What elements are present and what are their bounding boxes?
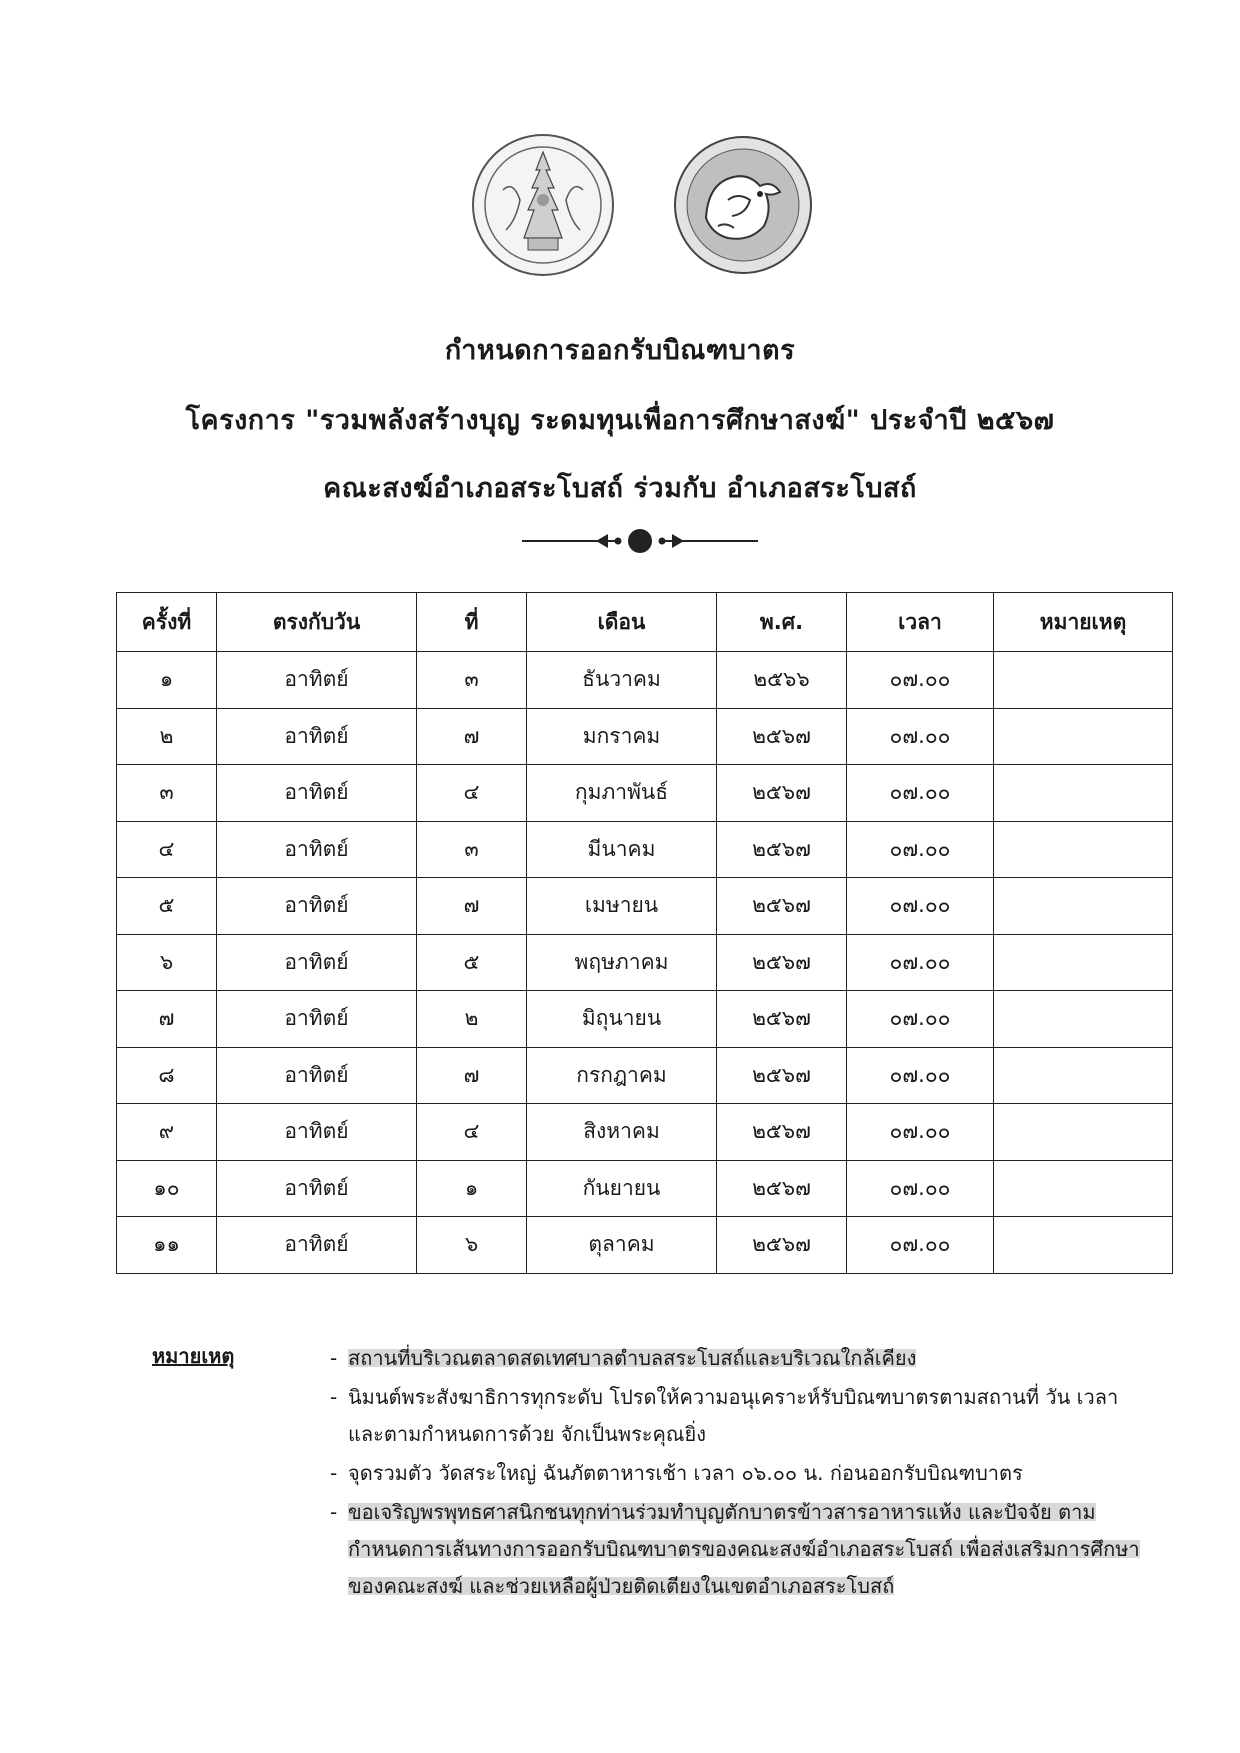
cell-year: ๒๕๖๗ [717, 1104, 847, 1161]
cell-month: มิถุนายน [527, 991, 717, 1048]
cell-round: ๗ [117, 991, 217, 1048]
cell-round: ๒ [117, 708, 217, 765]
cell-round: ๘ [117, 1047, 217, 1104]
cell-year: ๒๕๖๗ [717, 708, 847, 765]
district-seal-icon [668, 130, 818, 280]
table-row [117, 1217, 1173, 1274]
header-round: ครั้งที่ [117, 593, 217, 652]
seals [0, 130, 1240, 290]
cell-year: ๒๕๖๗ [717, 821, 847, 878]
cell-time: ๐๗.๐๐ [847, 652, 994, 709]
cell-weekday: อาทิตย์ [217, 821, 417, 878]
cell-day: ๔ [417, 765, 527, 822]
cell-remarks [994, 1160, 1173, 1217]
cell-round: ๔ [117, 821, 217, 878]
monastic-seal-icon [468, 130, 618, 280]
cell-day: ๓ [417, 652, 527, 709]
notes-label: หมายเหตุ [152, 1344, 235, 1368]
cell-year: ๒๕๖๖ [717, 652, 847, 709]
cell-month: มีนาคม [527, 821, 717, 878]
header-day: ที่ [417, 593, 527, 652]
cell-month: กันยายน [527, 1160, 717, 1217]
cell-month: กรกฎาคม [527, 1047, 717, 1104]
cell-day: ๕ [417, 934, 527, 991]
cell-round: ๑๐ [117, 1160, 217, 1217]
header-time: เวลา [847, 593, 994, 652]
cell-remarks [994, 934, 1173, 991]
cell-remarks [994, 708, 1173, 765]
cell-year: ๒๕๖๗ [717, 991, 847, 1048]
table-row [117, 708, 1173, 765]
table-row [117, 934, 1173, 991]
cell-year: ๒๕๖๗ [717, 1047, 847, 1104]
cell-day: ๖ [417, 1217, 527, 1274]
cell-weekday: อาทิตย์ [217, 934, 417, 991]
cell-day: ๗ [417, 878, 527, 935]
cell-remarks [994, 1217, 1173, 1274]
cell-weekday: อาทิตย์ [217, 878, 417, 935]
cell-month: สิงหาคม [527, 1104, 717, 1161]
cell-weekday: อาทิตย์ [217, 708, 417, 765]
cell-year: ๒๕๖๗ [717, 878, 847, 935]
header-remarks: หมายเหตุ [994, 593, 1173, 652]
list-item: - นิมนต์พระสังฆาธิการทุกระดับ โปรดให้ความอนุเคราะห์รับบิณฑบาตรตามสถานที่ วัน เวลา และตามกำหนดการด้วย จักเป็นพระคุณยิ่ง [330, 1385, 1119, 1446]
table-row [117, 991, 1173, 1048]
cell-remarks [994, 821, 1173, 878]
cell-time: ๐๗.๐๐ [847, 934, 994, 991]
cell-remarks [994, 1104, 1173, 1161]
cell-month: ธันวาคม [527, 652, 717, 709]
header-year: พ.ศ. [717, 593, 847, 652]
cell-year: ๒๕๖๗ [717, 765, 847, 822]
list-item: - ขอเจริญพรพุทธศาสนิกชนทุกท่านร่วมทำบุญตักบาตรข้าวสารอาหารแห้ง และปัจจัย ตามกำหนดการเส้นทางการออกรับบิณฑบาตรของคณะสงฆ์อำเภอสระโบสถ์ เพื่อส่งเสริมการศึกษาของคณะสงฆ์ และช่วยเหลือผู้ป่วยติดเตียงในเขตอำเภอสระโบสถ์ [330, 1500, 1140, 1598]
table-row [117, 1160, 1173, 1217]
cell-year: ๒๕๖๗ [717, 934, 847, 991]
cell-weekday: อาทิตย์ [217, 765, 417, 822]
cell-day: ๓ [417, 821, 527, 878]
cell-round: ๓ [117, 765, 217, 822]
cell-month: กุมภาพันธ์ [527, 765, 717, 822]
header-month: เดือน [527, 593, 717, 652]
note-text: ขอเจริญพรพุทธศาสนิกชนทุกท่านร่วมทำบุญตักบาตรข้าวสารอาหารแห้ง และปัจจัย ตามกำหนดการเส้นทางการออกรับบิณฑบาตรของคณะสงฆ์อำเภอสระโบสถ์ เพื่อส่งเสริมการศึกษาของคณะสงฆ์ และช่วยเหลือผู้ป่วยติดเตียงในเขตอำเภอสระโบสถ์ [348, 1500, 1140, 1598]
table-row [117, 765, 1173, 822]
cell-time: ๐๗.๐๐ [847, 991, 994, 1048]
note-text: จุดรวมตัว วัดสระใหญ่ ฉันภัตตาหารเช้า เวลา ๐๖.๐๐ น. ก่อนออกรับบิณฑบาตร [348, 1461, 1023, 1485]
cell-remarks [994, 765, 1173, 822]
cell-month: เมษายน [527, 878, 717, 935]
cell-time: ๐๗.๐๐ [847, 1047, 994, 1104]
organizers-line: คณะสงฆ์อำเภอสระโบสถ์ ร่วมกับ อำเภอสระโบสถ์ [323, 473, 917, 504]
cell-year: ๒๕๖๗ [717, 1217, 847, 1274]
cell-time: ๐๗.๐๐ [847, 708, 994, 765]
cell-time: ๐๗.๐๐ [847, 878, 994, 935]
notes-list [330, 1340, 1160, 1607]
header-weekday: ตรงกับวัน [217, 593, 417, 652]
cell-day: ๔ [417, 1104, 527, 1161]
table-row [117, 821, 1173, 878]
cell-weekday: อาทิตย์ [217, 1047, 417, 1104]
cell-day: ๑ [417, 1160, 527, 1217]
cell-round: ๕ [117, 878, 217, 935]
note-text: นิมนต์พระสังฆาธิการทุกระดับ โปรดให้ความอนุเคราะห์รับบิณฑบาตรตามสถานที่ วัน เวลา และตามกำหนดการด้วย จักเป็นพระคุณยิ่ง [348, 1385, 1119, 1446]
project-title: โครงการ "รวมพลังสร้างบุญ ระดมทุนเพื่อการศึกษาสงฆ์" ประจำปี ๒๕๖๗ [185, 405, 1055, 436]
table-row [117, 1104, 1173, 1161]
cell-month: พฤษภาคม [527, 934, 717, 991]
cell-time: ๐๗.๐๐ [847, 1104, 994, 1161]
ornament-divider-icon [520, 526, 760, 556]
cell-year: ๒๕๖๗ [717, 1160, 847, 1217]
table-header-row [117, 593, 1173, 652]
cell-time: ๐๗.๐๐ [847, 1160, 994, 1217]
cell-weekday: อาทิตย์ [217, 991, 417, 1048]
cell-remarks [994, 878, 1173, 935]
cell-weekday: อาทิตย์ [217, 652, 417, 709]
cell-weekday: อาทิตย์ [217, 1217, 417, 1274]
list-item: - สถานที่บริเวณตลาดสดเทศบาลตำบลสระโบสถ์และบริเวณใกล้เคียง [330, 1346, 917, 1370]
cell-round: ๑๑ [117, 1217, 217, 1274]
cell-round: ๙ [117, 1104, 217, 1161]
cell-weekday: อาทิตย์ [217, 1160, 417, 1217]
cell-weekday: อาทิตย์ [217, 1104, 417, 1161]
cell-time: ๐๗.๐๐ [847, 821, 994, 878]
cell-time: ๐๗.๐๐ [847, 1217, 994, 1274]
cell-day: ๗ [417, 708, 527, 765]
note-text: สถานที่บริเวณตลาดสดเทศบาลตำบลสระโบสถ์และบริเวณใกล้เคียง [348, 1346, 917, 1370]
cell-day: ๗ [417, 1047, 527, 1104]
table-row [117, 1047, 1173, 1104]
cell-remarks [994, 1047, 1173, 1104]
schedule-table [116, 592, 1173, 1274]
cell-remarks [994, 652, 1173, 709]
cell-time: ๐๗.๐๐ [847, 765, 994, 822]
cell-remarks [994, 991, 1173, 1048]
list-item: - จุดรวมตัว วัดสระใหญ่ ฉันภัตตาหารเช้า เวลา ๐๖.๐๐ น. ก่อนออกรับบิณฑบาตร [330, 1461, 1023, 1485]
cell-month: ตุลาคม [527, 1217, 717, 1274]
table-row [117, 652, 1173, 709]
cell-round: ๑ [117, 652, 217, 709]
cell-month: มกราคม [527, 708, 717, 765]
cell-day: ๒ [417, 991, 527, 1048]
table-row [117, 878, 1173, 935]
document-title: กำหนดการออกรับบิณฑบาตร [444, 335, 796, 366]
cell-round: ๖ [117, 934, 217, 991]
